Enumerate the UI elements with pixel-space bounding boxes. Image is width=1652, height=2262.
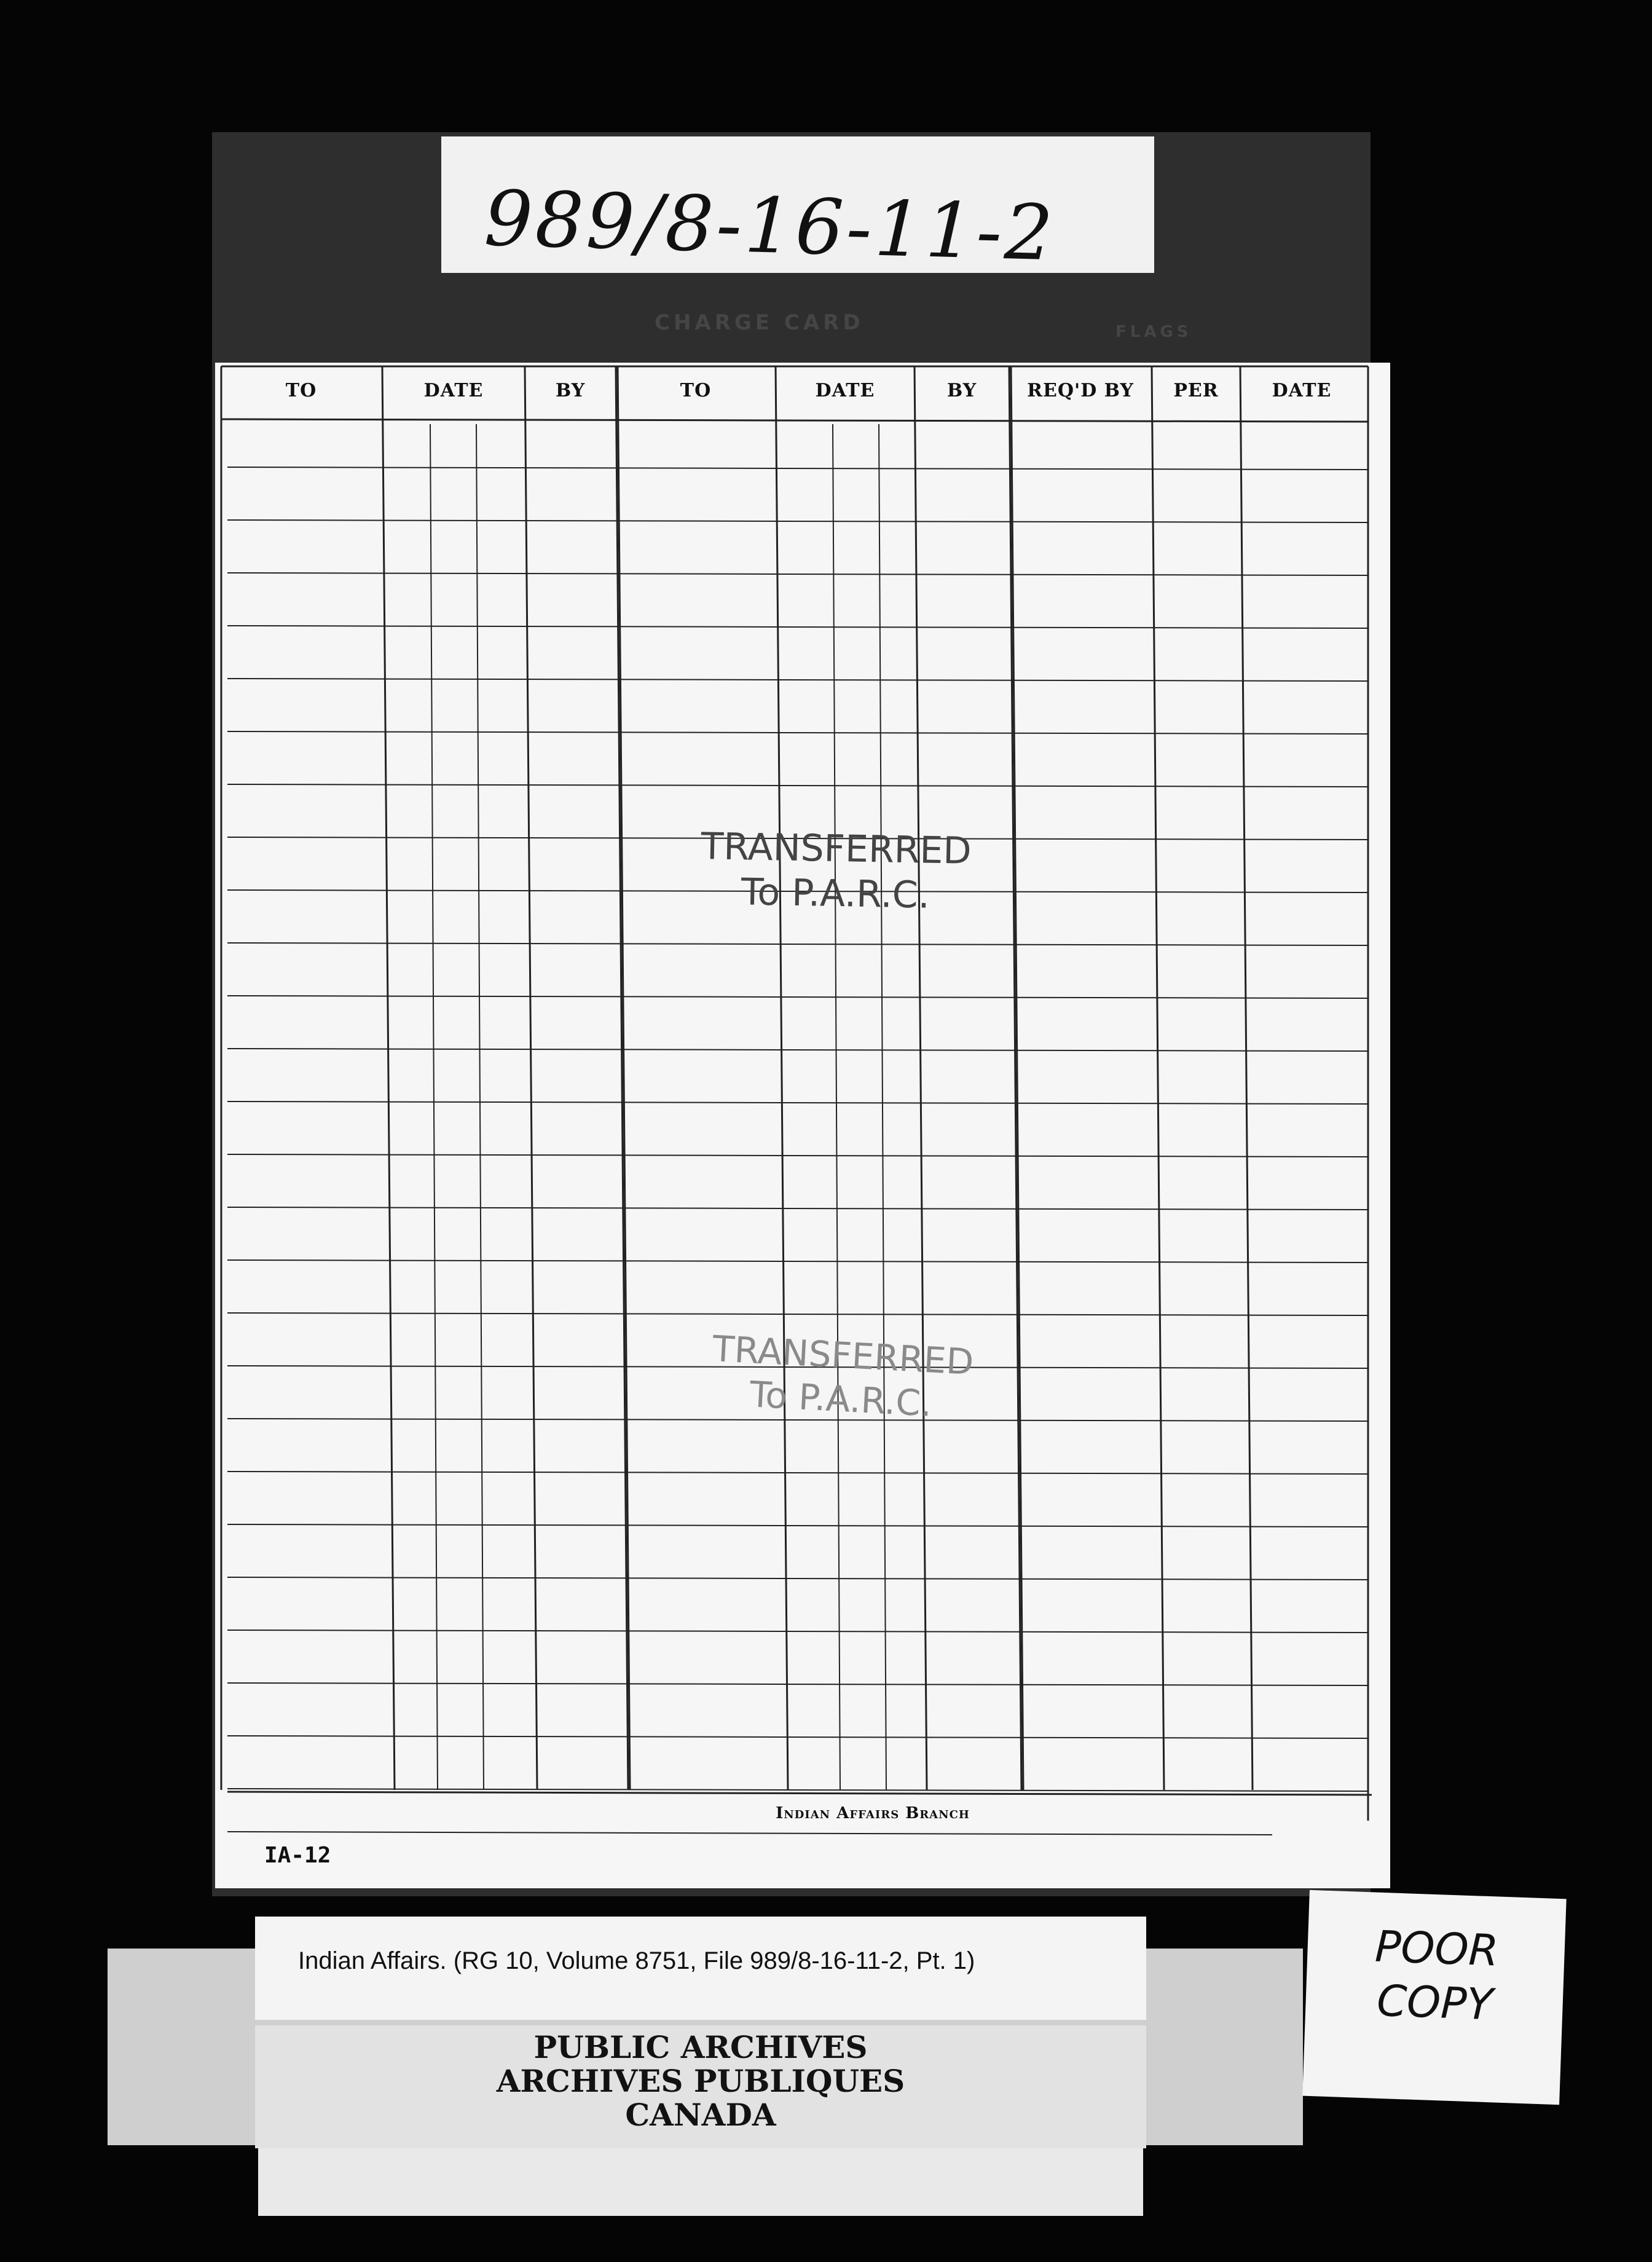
folder-faint-flags: FLAGS — [1115, 323, 1192, 341]
stamp-faded-line-1: TRANSFERRED — [711, 1327, 975, 1384]
column-divider — [1240, 366, 1253, 1790]
row-rule — [227, 1789, 1368, 1791]
row-rule — [227, 1313, 1368, 1315]
stamp-faded-line-2: To P.A.R.C. — [749, 1373, 934, 1425]
poor-copy-note — [1302, 1890, 1566, 2105]
transferred-stamp — [669, 824, 1002, 920]
bottom-strip — [258, 2148, 1143, 2216]
header-date-2: DATE — [815, 380, 875, 401]
header-date-3: DATE — [1272, 380, 1332, 401]
archives-line-3: CANADA — [625, 2097, 776, 2133]
column-divider — [1011, 366, 1023, 1790]
row-rule — [227, 626, 1368, 628]
column-divider — [618, 366, 630, 1790]
charge-card — [215, 363, 1390, 1888]
row-rule — [227, 1683, 1368, 1685]
transferred-stamp-faded — [668, 1325, 1017, 1430]
row-rule — [227, 1049, 1368, 1051]
file-number-label — [441, 136, 1154, 278]
header-by-2: BY — [946, 380, 977, 401]
poor-copy-line-1: POOR — [1374, 1921, 1500, 1976]
column-divider — [382, 366, 395, 1790]
stamp-line-1: TRANSFERRED — [701, 825, 972, 873]
row-rule — [227, 573, 1368, 575]
row-rule — [227, 1630, 1368, 1633]
header-by-1: BY — [555, 380, 586, 401]
row-rule — [227, 520, 1368, 522]
date-subdivider — [430, 424, 438, 1790]
poor-copy-line-2: COPY — [1375, 1975, 1494, 2030]
row-rule — [227, 1419, 1368, 1421]
row-rule — [227, 1207, 1368, 1210]
row-rule — [227, 1524, 1368, 1527]
header-rule — [221, 419, 1368, 422]
folder-faint-title: CHARGE CARD — [655, 310, 864, 335]
date-subdivider — [879, 424, 886, 1790]
date-subdivider — [476, 424, 484, 1790]
archives-stamp-text — [255, 2030, 1146, 2132]
footer-rule — [227, 1832, 1272, 1835]
row-rule — [227, 731, 1368, 734]
archives-line-2: ARCHIVES PUBLIQUES — [496, 2063, 905, 2099]
row-rule — [227, 1577, 1368, 1580]
header-to-1: TO — [285, 380, 317, 401]
row-rule — [227, 467, 1368, 470]
date-subdivider — [833, 424, 840, 1790]
row-rule — [227, 1736, 1368, 1738]
header-per: PER — [1173, 380, 1219, 401]
row-rule — [227, 1101, 1368, 1104]
column-divider — [776, 366, 788, 1790]
column-divider — [914, 366, 927, 1790]
row-rule — [227, 679, 1368, 681]
row-rule — [227, 996, 1368, 998]
header-date-1: DATE — [423, 380, 484, 401]
column-divider — [1009, 366, 1021, 1790]
row-rule — [227, 1472, 1368, 1474]
column-divider — [1152, 366, 1164, 1790]
branch-label: Indian Affairs Branch — [776, 1804, 970, 1823]
handwritten-file-number: 989/8-16-11-2 — [483, 175, 1057, 278]
header-to-2: TO — [680, 380, 712, 401]
row-rule — [227, 1154, 1368, 1157]
archive-reference: Indian Affairs. (RG 10, Volume 8751, File 989/8-16-11-2, Pt. 1) — [298, 1947, 975, 1974]
archives-line-1: PUBLIC ARCHIVES — [533, 2029, 868, 2065]
poor-copy-text — [1329, 1918, 1542, 2033]
row-rule — [227, 784, 1368, 787]
stamp-line-2: To P.A.R.C. — [741, 870, 930, 917]
footer-rule — [227, 1792, 1372, 1795]
column-divider — [616, 366, 628, 1790]
reference-strip — [255, 1917, 1146, 2020]
row-rule — [227, 1260, 1368, 1263]
form-id: IA-12 — [264, 1843, 331, 1868]
row-rule — [227, 943, 1368, 945]
card-grid — [215, 363, 1390, 1888]
column-divider — [525, 366, 537, 1790]
header-reqd-by: REQ'D BY — [1027, 380, 1134, 401]
